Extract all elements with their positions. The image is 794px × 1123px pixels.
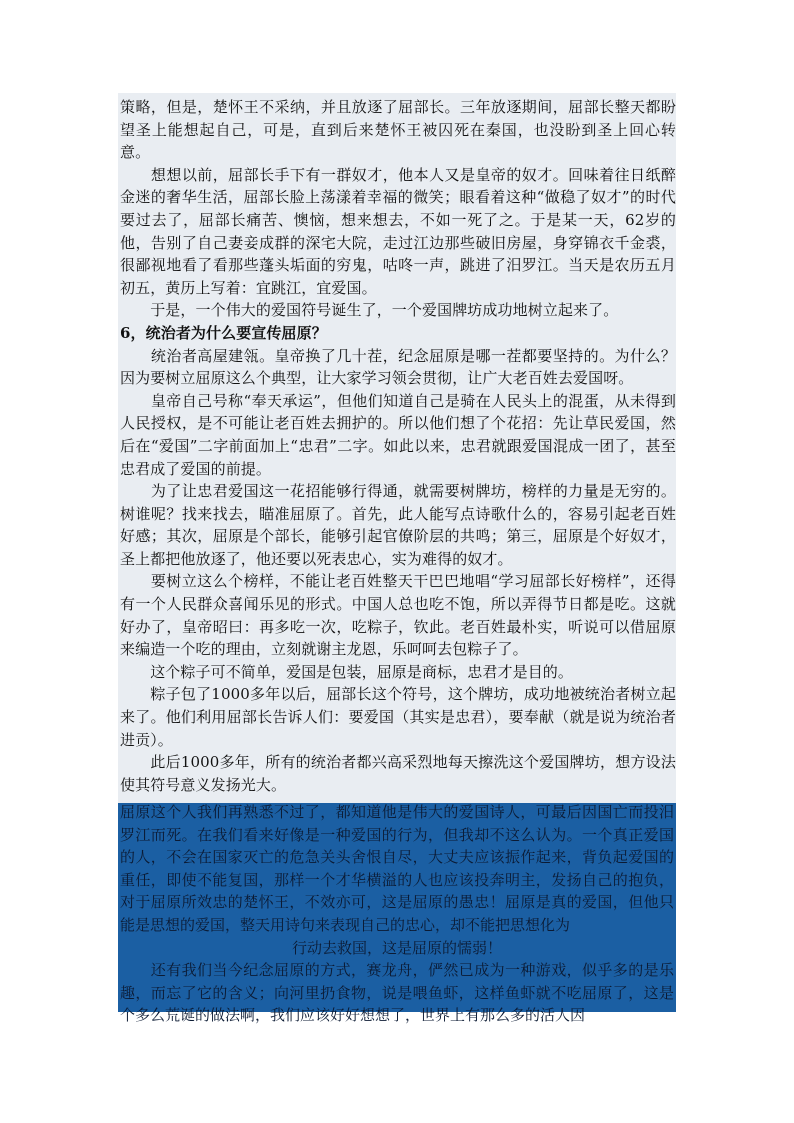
paragraph-ending: 行动去救国，这是屈原的懦弱！ [291, 938, 502, 957]
main-text-section [120, 96, 676, 796]
paragraph: 皇帝自己号称“奉天承运”，但他们知道自己是骑在人民头上的混蛋，从未得到人民授权，是不可能让老百姓去拥护的。所以他们想了个花招：先让草民爱国，然后在“爱国”二字前面加上“忠君”二字。如此以来，忠君就跟爱国混成一团了，甚至忠君成了爱国的前提。 [120, 391, 676, 478]
paragraph: 还有我们当今纪念屈原的方式，赛龙舟，俨然已成为一种游戏，似乎多的是乐趣，而忘了它的含义；向河里扔食物，说是喂鱼虾，这样鱼虾就不吃屈原了，这是个多么荒诞的做法啊，我们应该好好想想了，世界上有那么多的活人因 [120, 961, 674, 1025]
paragraph: 想想以前，屈部长手下有一群奴才，他本人又是皇帝的奴才。回味着往日纸醉金迷的奢华生活，屈部长脸上荡漾着幸福的微笑；眼看着这种“做稳了奴才”的时代要过去了，屈部长痛苦、懊恼，想来想去，不如一死了之。于是某一天，62岁的他，告别了自己妻妾成群的深宅大院，走过江边那些破旧房屋，身穿锦衣千金裘，很鄙视地看了看那些蓬头垢面的穷鬼，咕咚一声，跳进了汨罗江。当天是农历五月初五，黄历上写着：宜跳江，宜爱国。 [120, 165, 676, 297]
paragraph: 于是，一个伟大的爱国符号诞生了，一个爱国牌坊成功地树立起来了。 [120, 301, 619, 320]
paragraph: 策略，但是，楚怀王不采纳，并且放逐了屈部长。三年放逐期间，屈部长整天都盼望圣上能想起自己，可是，直到后来楚怀王被囚死在秦国，也没盼到圣上回心转意。 [120, 98, 676, 162]
section-heading: 6，统治者为什么要宣传屈原？ [120, 323, 327, 342]
paragraph: 屈原这个人我们再熟悉不过了，都知道他是伟大的爱国诗人，可最后因国亡而投汨罗江而死。在我们看来好像是一种爱国的行为，但我却不这么认为。一个真正爱国的人，不会在国家灭亡的危急关头舍恨自尽，大丈夫应该振作起来，背负起爱国的重任，即使不能复国，那样一个才华横溢的人也应该投奔明主，发扬自己的抱负，对于屈原所效忠的楚怀王，不效亦可，这是屈原的愚忠！屈原是真的爱国，但他只能是思想的爱国，整天用诗句来表现自己的忠心，却不能把思想化为 [120, 803, 674, 934]
highlighted-text-section [120, 801, 674, 1027]
paragraph: 要树立这么个榜样，不能让老百姓整天干巴巴地唱“学习屈部长好榜样”，还得有一个人民群众喜闻乐见的形式。中国人总也吃不饱，所以弄得节日都是吃。这就好办了，皇帝昭曰：再多吃一次，吃粽子，钦此。老百姓最朴实，听说可以借屈原来编造一个吃的理由，立刻就谢主龙恩，乐呵呵去包粽子了。 [120, 572, 676, 659]
paragraph: 粽子包了1000多年以后，屈部长这个符号，这个牌坊，成功地被统治者树立起来了。他们利用屈部长告诉人们：要爱国（其实是忠君），要奉献（就是说为统治者进贡）。 [120, 685, 676, 749]
paragraph: 此后1000多年，所有的统治者都兴高采烈地每天擦洗这个爱国牌坊，想方设法使其符号意义发扬光大。 [120, 753, 676, 794]
paragraph: 这个粽子可不简单，爱国是包装，屈原是商标，忠君才是目的。 [120, 662, 574, 681]
paragraph: 统治者高屋建瓴。皇帝换了几十茬，纪念屈原是哪一茬都要坚持的。为什么？因为要树立屈原这么个典型，让大家学习领会贯彻，让广大老百姓去爱国呀。 [120, 346, 676, 388]
paragraph: 为了让忠君爱国这一花招能够行得通，就需要树牌坊，榜样的力量是无穷的。树谁呢？找来找去，瞄准屈原了。首先，此人能写点诗歌什么的，容易引起老百姓好感；其次，屈原是个部长，能够引起官僚阶层的共鸣；第三，屈原是个好奴才，圣上都把他放逐了，他还要以死表忠心，实为难得的奴才。 [120, 482, 676, 568]
